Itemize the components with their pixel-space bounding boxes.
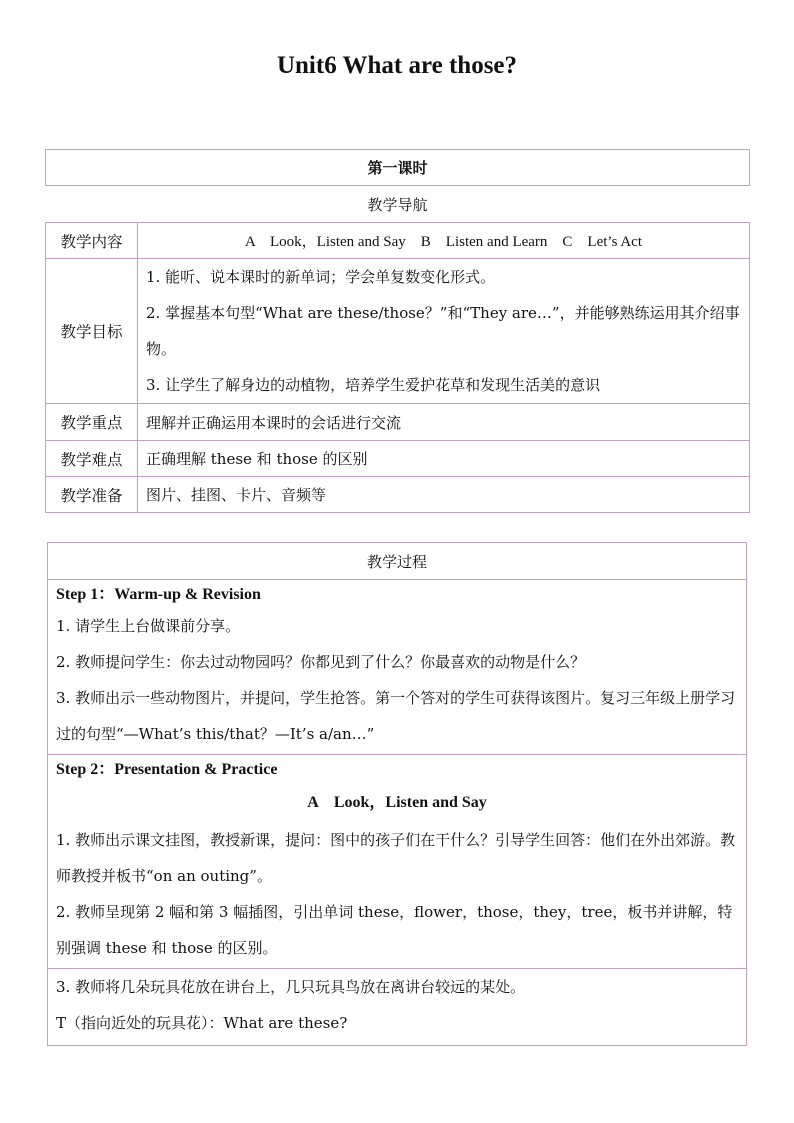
key-label: 教学重点 [46, 404, 138, 441]
goal-item: 2. 掌握基本句型“What are these/those？”和“They are…”，并能够熟练运用其介绍事物。 [146, 304, 740, 358]
goal-item: 1. 能听、说本课时的新单词；学会单复数变化形式。 [146, 268, 496, 286]
goals-row [46, 259, 750, 404]
step2-row [48, 755, 747, 969]
goals-value [138, 259, 750, 404]
goals-label: 教学目标 [46, 259, 138, 404]
difficulty-value: 正确理解 these 和 those 的区别 [138, 441, 750, 477]
key-row [46, 404, 750, 441]
step1-item: 1. 请学生上台做课前分享。 [56, 617, 241, 635]
step1-item: 2. 教师提问学生：你去过动物园吗？你都见到了什么？你最喜欢的动物是什么？ [56, 653, 586, 671]
step3-cell [48, 969, 747, 1046]
process-heading-row [48, 543, 747, 580]
page-title: Unit6 What are those? [276, 52, 518, 79]
step1-title: Step 1：Warm-up & Revision [56, 586, 261, 603]
step3-item: 3. 教师将几朵玩具花放在讲台上，几只玩具鸟放在离讲台较远的某处。 [56, 978, 526, 996]
content-value: A Look，Listen and Say B Listen and Learn C Let’s Act [138, 223, 750, 259]
content-label: 教学内容 [46, 223, 138, 259]
step3-row [48, 969, 747, 1046]
step1-row [48, 580, 747, 755]
prep-value: 图片、挂图、卡片、音频等 [138, 477, 750, 513]
step3-item: T（指向近处的玩具花）：What are these? [56, 1014, 348, 1032]
lesson-row [46, 150, 750, 186]
process-heading: 教学过程 [48, 543, 747, 580]
goal-item: 3. 让学生了解身边的动植物，培养学生爱护花草和发现生活美的意识 [146, 376, 601, 394]
content-row [46, 223, 750, 259]
difficulty-row [46, 441, 750, 477]
lesson-heading: 第一课时 [46, 150, 750, 186]
teaching-process-table [47, 542, 747, 1046]
step2-title: Step 2：Presentation & Practice [56, 761, 278, 778]
difficulty-label: 教学难点 [46, 441, 138, 477]
subheading-row [46, 186, 750, 223]
prep-row [46, 477, 750, 513]
step2-item: 1. 教师出示课文挂图，教授新课，提问：图中的孩子们在干什么？引导学生回答：他们在外出郊游。教师教授并板书“on an outing”。 [56, 831, 736, 885]
navigation-subheading: 教学导航 [46, 186, 750, 223]
step2-item: 2. 教师呈现第 2 幅和第 3 幅插图，引出单词 these，flower，those，they，tree，板书并讲解，特别强调 these 和 those 的区别。 [56, 903, 733, 957]
teaching-navigation-table [45, 149, 750, 513]
prep-label: 教学准备 [46, 477, 138, 513]
step2-subtitle: A Look，Listen and Say [307, 794, 487, 811]
key-value: 理解并正确运用本课时的会话进行交流 [138, 404, 750, 441]
step2-cell [48, 755, 747, 969]
step1-cell [48, 580, 747, 755]
step1-item: 3. 教师出示一些动物图片，并提问，学生抢答。第一个答对的学生可获得该图片。复习三年级上册学习过的句型“—What’s this/that？—It’s a/an…” [56, 689, 736, 743]
